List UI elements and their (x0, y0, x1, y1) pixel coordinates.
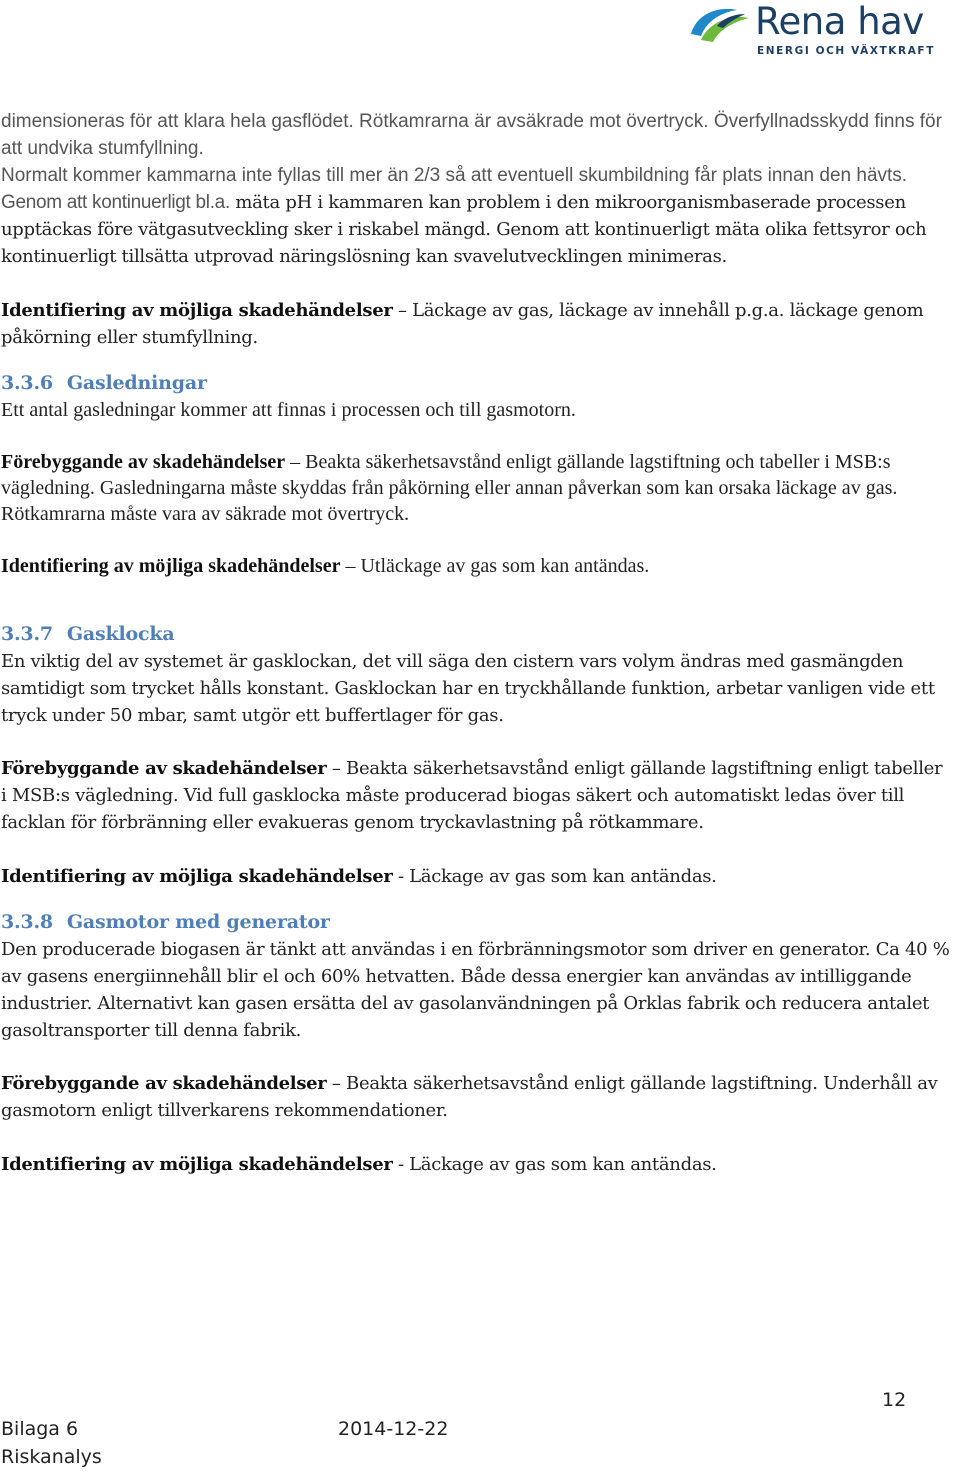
section-heading-3-3-7 (1, 621, 951, 648)
prevention-label: Förebyggande av skadehändelser (1, 451, 286, 473)
company-logo (687, 2, 952, 60)
paragraph-fill-level: Normalt kommer kammarna inte fyllas till mer än 2/3 så att eventuell skumbildning får plats innan den hävts. (1, 165, 908, 186)
page-number: 12 (882, 1389, 907, 1411)
hazard-label: Identifiering av möjliga skadehändelser (1, 866, 393, 887)
footer-date: 2014-12-22 (338, 1418, 449, 1440)
section-title: Gasklocka (66, 623, 175, 645)
prevention-text: – Beakta säkerhetsavstånd enligt gällande lagstiftning och tabeller i MSB:s vägledning. Gasledningarna måste skyddas från påkörning eller annan påverkan som kan orsaka läckage av gas. Rötkamrarna måste vara av säkrade mot övertryck. (1, 451, 898, 525)
paragraph-ph-text: mäta pH i kammaren kan problem i den mikroorganismbaserade processen upptäckas före vätgasutveckling sker i riskabel mängd. Genom att kontinuerligt mäta olika fettsyror och kontinuerligt tillsätta utprovad näringslösning kan svavelutvecklingen minimeras. (1, 192, 927, 267)
paragraph-overflow: dimensioneras för att klara hela gasflödet. Rötkamrarna är avsäkrade mot övertryck. Överfyllnadsskydd finns för att undvika stumfyllning. (1, 111, 942, 159)
section-number: 3.3.7 (1, 623, 53, 645)
hazard-label: Identifiering av möjliga skadehändelser (1, 300, 393, 321)
hazard-identification-3-3-7 (1, 863, 951, 890)
hazard-label: Identifiering av möjliga skadehändelser (1, 1154, 393, 1175)
section-number: 3.3.6 (1, 372, 53, 394)
prevention-label: Förebyggande av skadehändelser (1, 758, 327, 779)
logo-wordmark: Rena hav (755, 0, 924, 43)
hazard-identification-1 (1, 297, 951, 351)
section-heading-3-3-6 (1, 370, 951, 397)
section-title: Gasmotor med generator (66, 911, 330, 933)
logo-tagline: ENERGI OCH VÄXTKRAFT (757, 45, 935, 57)
hazard-label: Identifiering av möjliga skadehändelser (1, 555, 341, 577)
hazard-identification-3-3-6 (1, 553, 951, 579)
section-number: 3.3.8 (1, 911, 53, 933)
hazard-text: – Läckage av gas, läckage av innehåll p.g.a. läckage genom påkörning eller stumfyllning. (1, 300, 924, 348)
paragraph-ph-lead: Genom att kontinuerligt bl.a. (1, 192, 230, 213)
paragraph-ph-monitoring (1, 189, 951, 270)
prevention-3-3-8 (1, 1070, 951, 1124)
hazard-identification-3-3-8 (1, 1151, 951, 1178)
paragraph-gas-engine: Den producerade biogasen är tänkt att användas i en förbränningsmotor som driver en generator. Ca 40 % av gasens energiinnehåll blir el och 60% hetvatten. Både dessa energier kan användas av intilliggande industrier. Alternativt kan gasen ersätta del av gasolanvändningen på Orklas fabrik och reducera antalet gasoltransporter till denna fabrik. (1, 939, 950, 1041)
prevention-3-3-7 (1, 755, 951, 836)
prevention-text: – Beakta säkerhetsavstånd enligt gällande lagstiftning enligt tabeller i MSB:s vägledning. Vid full gasklocka måste producerad biogas säkert och automatiskt ledas över till facklan för förbränning eller evakueras genom tryckavlastning på rötkammare. (1, 758, 943, 833)
footer-attachment: Bilaga 6 (1, 1418, 79, 1440)
hazard-text: - Läckage av gas som kan antändas. (392, 1154, 717, 1175)
wave-leaf-icon (687, 4, 751, 44)
paragraph-gas-holder: En viktig del av systemet är gasklockan, det vill säga den cistern vars volym ändras med gasmängden samtidigt som trycket hålls konstant. Gasklockan har en tryckhållande funktion, arbetar vanligen vide ett tryck under 50 mbar, samt utgör ett buffertlager för gas. (1, 651, 935, 726)
paragraph-gas-pipes: Ett antal gasledningar kommer att finnas i processen och till gasmotorn. (1, 399, 576, 421)
document-body (1, 108, 951, 1178)
prevention-text: – Beakta säkerhetsavstånd enligt gällande lagstiftning. Underhåll av gasmotorn enligt tillverkarens rekommendationer. (1, 1073, 938, 1121)
hazard-text: – Utläckage av gas som kan antändas. (340, 555, 650, 577)
footer-left (1, 1415, 102, 1471)
section-title: Gasledningar (66, 372, 207, 394)
section-heading-3-3-8 (1, 909, 951, 936)
prevention-3-3-6 (1, 449, 951, 527)
footer-doc-type: Riskanalys (1, 1446, 102, 1468)
prevention-label: Förebyggande av skadehändelser (1, 1073, 327, 1094)
hazard-text: - Läckage av gas som kan antändas. (392, 866, 717, 887)
